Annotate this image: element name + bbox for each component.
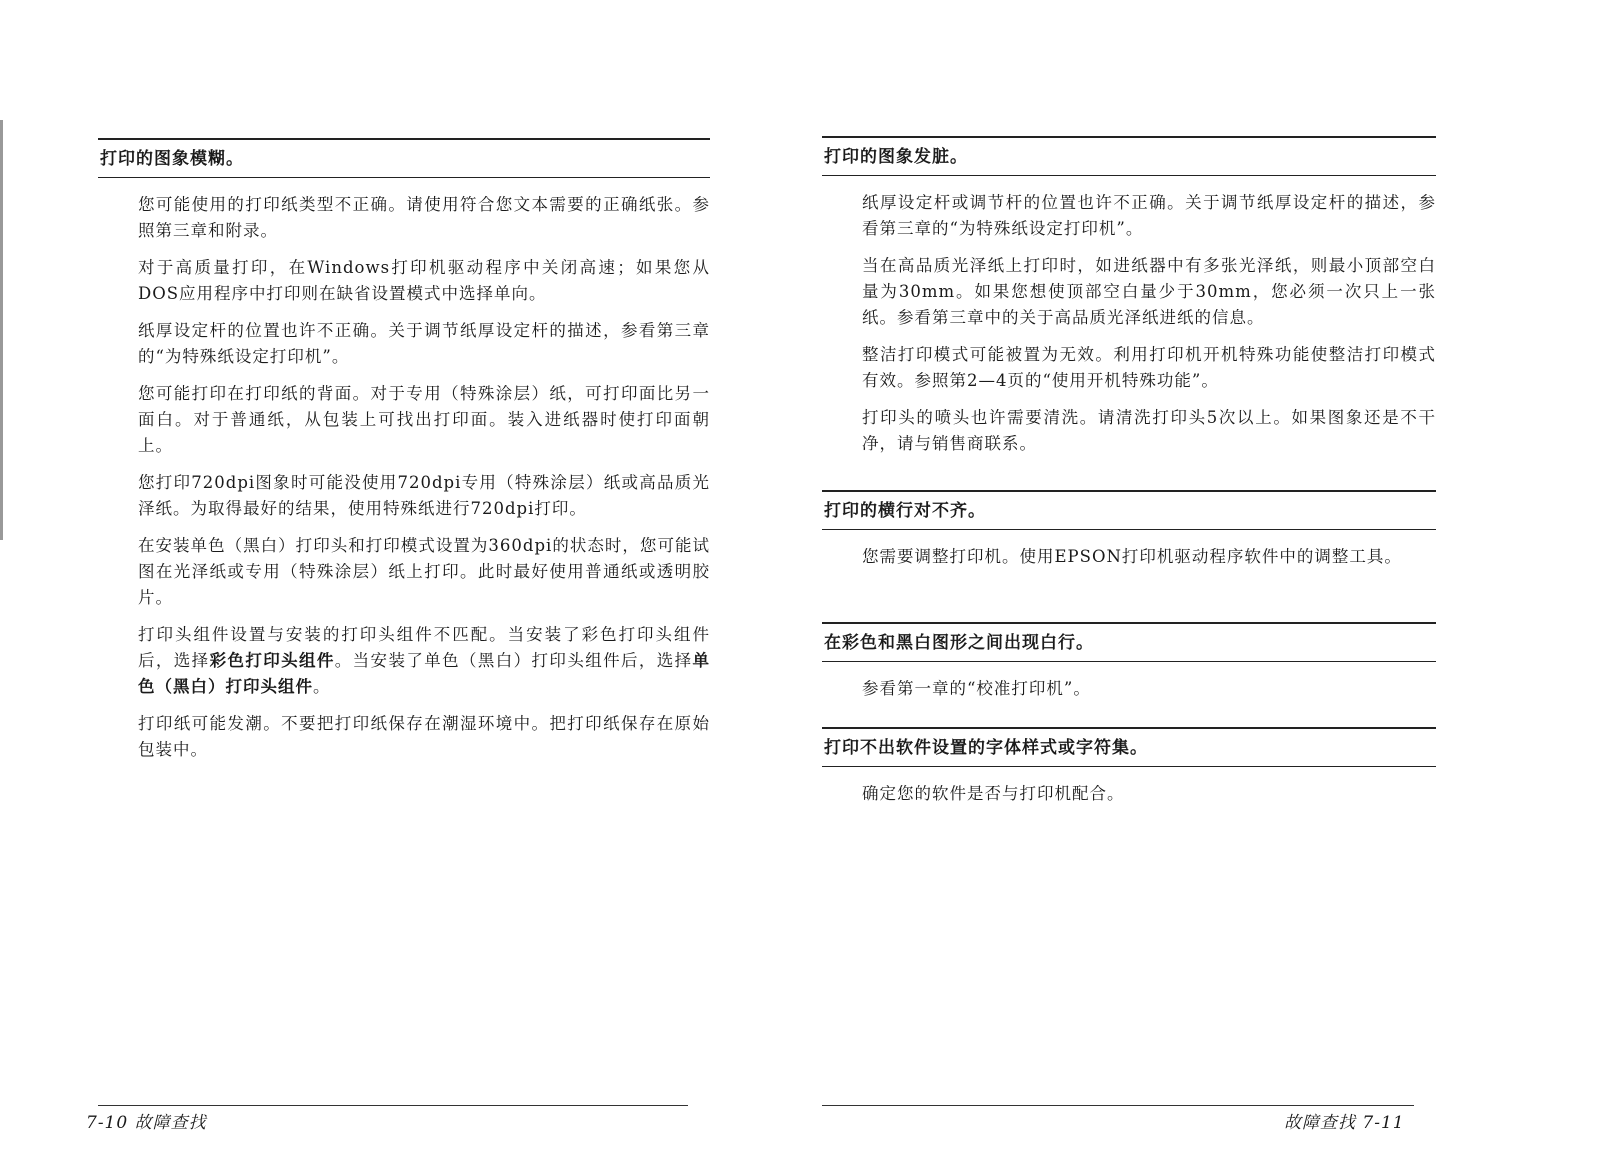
section-body	[98, 192, 710, 763]
body-paragraph	[862, 781, 1436, 807]
body-paragraph	[862, 676, 1436, 702]
footer-rule	[98, 1105, 688, 1106]
section-misaligned-lines	[822, 490, 1436, 581]
body-paragraph	[862, 190, 1436, 242]
section-heading: 打印的图象发脏。	[822, 136, 1436, 176]
paragraph-text: 打印头组件设置与安装的打印头组件不匹配。当安装了彩色打印头组件后，选择	[138, 625, 710, 670]
paragraph-text: 。	[313, 677, 331, 696]
paragraph-text: 您可能使用的打印纸类型不正确。请使用符合您文本需要的正确纸张。参照第三章和附录。	[138, 195, 710, 240]
paragraph-text: 整洁打印模式可能被置为无效。利用打印机开机特殊功能使整洁打印模式有效。参照第2—4页的“使用开机特殊功能”。	[862, 345, 1436, 390]
page-footer: 故障查找 7-11	[1284, 1113, 1405, 1133]
section-body	[822, 781, 1436, 807]
paragraph-text: 您可能打印在打印纸的背面。对于专用（特殊涂层）纸，可打印面比另一面白。对于普通纸，从包装上可找出打印面。装入进纸器时使打印面朝上。	[138, 384, 710, 455]
page-footer: 7-10 故障查找	[86, 1113, 207, 1133]
section-font-not-printed	[822, 727, 1436, 818]
body-paragraph	[138, 255, 710, 307]
paragraph-text: 打印头的喷头也许需要清洗。请清洗打印头5次以上。如果图象还是不干净，请与销售商联系。	[862, 408, 1436, 453]
paragraph-text: 。当安装了单色（黑白）打印头组件后，选择	[334, 651, 693, 670]
body-paragraph	[138, 622, 710, 700]
paragraph-text: 在安装单色（黑白）打印头和打印模式设置为360dpi的状态时，您可能试图在光泽纸或专用（特殊涂层）纸上打印。此时最好使用普通纸或透明胶片。	[138, 536, 710, 607]
body-paragraph	[862, 253, 1436, 331]
section-blurry-image	[98, 138, 710, 774]
body-paragraph	[138, 533, 710, 611]
section-heading: 打印的图象模糊。	[98, 138, 710, 178]
paragraph-text: 对于高质量打印，在Windows打印机驱动程序中关闭高速；如果您从DOS应用程序中打印则在缺省设置模式中选择单向。	[138, 258, 710, 303]
section-white-lines	[822, 622, 1436, 713]
body-paragraph	[862, 342, 1436, 394]
paragraph-text: 确定您的软件是否与打印机配合。	[862, 784, 1125, 803]
paragraph-text: 参看第一章的“校准打印机”。	[862, 679, 1091, 698]
paragraph-text: 您需要调整打印机。使用EPSON打印机驱动程序软件中的调整工具。	[862, 547, 1402, 566]
section-body	[822, 190, 1436, 457]
body-paragraph	[138, 381, 710, 459]
section-heading: 打印的横行对不齐。	[822, 490, 1436, 530]
paragraph-text: 打印纸可能发潮。不要把打印纸保存在潮湿环境中。把打印纸保存在原始包装中。	[138, 714, 710, 759]
right-page	[800, 0, 1600, 1163]
paragraph-text: 纸厚设定杆的位置也许不正确。关于调节纸厚设定杆的描述，参看第三章的“为特殊纸设定打印机”。	[138, 321, 710, 366]
section-body	[822, 676, 1436, 702]
section-dirty-image	[822, 136, 1436, 468]
footer-rule	[822, 1105, 1414, 1106]
emphasized-option-name: 彩色打印头组件	[209, 651, 335, 670]
body-paragraph	[138, 711, 710, 763]
section-body	[822, 544, 1436, 570]
body-paragraph	[862, 405, 1436, 457]
body-paragraph	[862, 544, 1436, 570]
body-paragraph	[138, 318, 710, 370]
body-paragraph	[138, 192, 710, 244]
section-heading: 在彩色和黑白图形之间出现白行。	[822, 622, 1436, 662]
paragraph-text: 纸厚设定杆或调节杆的位置也许不正确。关于调节纸厚设定杆的描述，参看第三章的“为特殊纸设定打印机”。	[862, 193, 1436, 238]
section-heading: 打印不出软件设置的字体样式或字符集。	[822, 727, 1436, 767]
emphasized-option-name: 单色（黑白）打印头组件	[138, 651, 711, 696]
paragraph-text: 当在高品质光泽纸上打印时，如进纸器中有多张光泽纸，则最小顶部空白量为30mm。如果您想使顶部空白量少于30mm，您必须一次只上一张纸。参看第三章中的关于高品质光泽纸进纸的信息。	[862, 256, 1436, 327]
paragraph-text: 您打印720dpi图象时可能没使用720dpi专用（特殊涂层）纸或高品质光泽纸。为取得最好的结果，使用特殊纸进行720dpi打印。	[138, 473, 710, 518]
body-paragraph	[138, 470, 710, 522]
